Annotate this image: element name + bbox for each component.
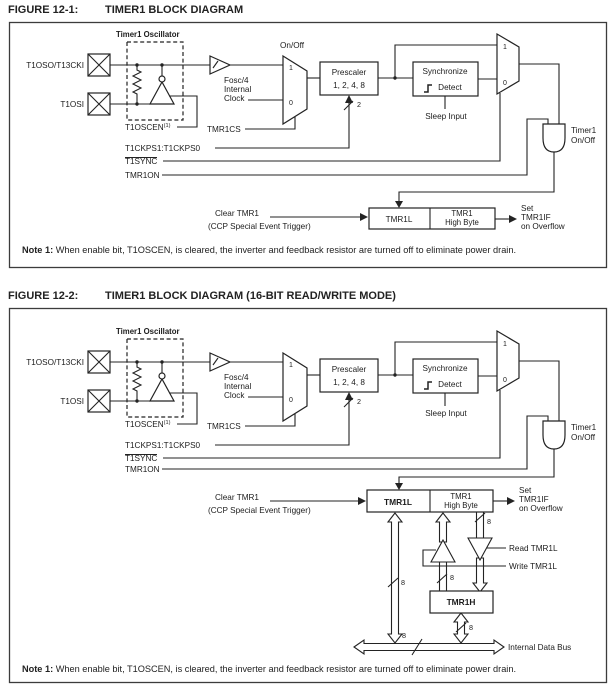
tmr1cs-label: TMR1CS [207, 125, 241, 134]
t1sync-label: T1SYNC [125, 157, 158, 166]
width8-bus: 8 [402, 631, 406, 640]
gate-label-1-2: Timer1 [571, 423, 597, 432]
figure1-note-text: When enable bit, T1OSCEN, is cleared, the inverter and feedback resistor are turned off to eliminate power drain. [55, 245, 517, 255]
width8-tmr1h: 8 [469, 623, 473, 632]
prescaler-label-2-2: 1, 2, 4, 8 [333, 378, 365, 387]
bus-width-2: 2 [357, 100, 361, 109]
set-label-1-2: Set [519, 486, 532, 495]
figure1-note-label: Note 1: [22, 245, 54, 255]
clear-label-2-2: (CCP Special Event Trigger) [208, 506, 311, 515]
and-gate-icon [543, 124, 565, 152]
prescaler-label-1: Prescaler [331, 68, 367, 77]
tmr1l-register-label-2: TMR1L [384, 497, 412, 507]
t1ckps-label-2: T1CKPS1:T1CKPS0 [125, 441, 201, 450]
tmr1on-label: TMR1ON [125, 171, 160, 180]
sleep-input-label-2: Sleep Input [425, 409, 467, 418]
feedback-resistor-icon [133, 65, 141, 104]
tmr1on-label-2: TMR1ON [125, 465, 160, 474]
sync-mux-input-0-2: 0 [503, 377, 507, 384]
read-path-arrow [473, 558, 487, 592]
width8-tmr1l: 8 [401, 578, 405, 587]
tmr1cs-label-2: TMR1CS [207, 422, 241, 431]
gate-label-2: On/Off [571, 136, 595, 145]
onoff-label: On/Off [280, 41, 304, 50]
prescaler-box-2 [320, 359, 378, 392]
amplifier-icon-2 [210, 353, 230, 371]
inverter-icon-2 [150, 379, 174, 401]
tmr1l-bus-arrow [388, 513, 402, 643]
sync-mux-input-1-2: 1 [503, 341, 507, 348]
figure1-note [22, 245, 516, 255]
set-label-2: TMR1IF [521, 213, 551, 222]
fosc-label-3: Clock [224, 94, 245, 103]
t1oscen-label: T1OSCEN$^{(1)}$ [125, 123, 171, 132]
figure1-heading-label: FIGURE 12-1: [8, 4, 79, 16]
pin-t1osi-label-2: T1OSI [60, 397, 84, 406]
read-tmr1l-label: Read TMR1L [509, 544, 558, 553]
set-label-3-2: on Overflow [519, 504, 563, 513]
figure1-heading-title: TIMER1 BLOCK DIAGRAM [105, 4, 244, 16]
and-gate-icon-2 [543, 421, 565, 449]
figure2-diagram [10, 309, 607, 683]
gate-label-1: Timer1 [571, 126, 597, 135]
high-byte-label-1: TMR1 [451, 209, 473, 218]
clear-label-1-2: Clear TMR1 [215, 493, 259, 502]
fosc-label-2: Internal [224, 85, 252, 94]
t1sync-label-2: T1SYNC [125, 454, 158, 463]
sync-label-2: Detect [438, 83, 462, 92]
fosc-label-2-2: Internal [224, 382, 252, 391]
gate-label-2-2: On/Off [571, 433, 595, 442]
fosc-label-3-2: Clock [224, 391, 245, 400]
prescaler-label-2: 1, 2, 4, 8 [333, 81, 365, 90]
set-label-2-2: TMR1IF [519, 495, 549, 504]
osc-box-title-2: Timer1 Oscillator [116, 327, 180, 336]
mux-input-1-2: 1 [289, 362, 293, 369]
sync-label-2-2: Detect [438, 380, 462, 389]
bus-width-2-2: 2 [357, 397, 361, 406]
tmr1h-register-label: TMR1H [446, 597, 476, 607]
figure2-note-text: When enable bit, T1OSCEN, is cleared, the inverter and feedback resistor are turned off to eliminate power drain. [55, 664, 517, 674]
width8-write: 8 [450, 573, 454, 582]
read-buffer-icon [468, 538, 492, 560]
feedback-resistor-icon-2 [133, 362, 141, 401]
figure2-heading-title: TIMER1 BLOCK DIAGRAM (16-BIT READ/WRITE MODE) [105, 290, 396, 302]
t1ckps-label: T1CKPS1:T1CKPS0 [125, 144, 201, 153]
prescaler-label-1-2: Prescaler [331, 365, 367, 374]
pin-t1oso-label-2: T1OSO/T13CKI [26, 358, 84, 367]
set-label-3: on Overflow [521, 222, 565, 231]
write-tmr1l-label: Write TMR1L [509, 562, 557, 571]
figure1-diagram [10, 23, 607, 268]
timer1-oscillator-icon-2 [88, 339, 210, 424]
set-label-1: Set [521, 204, 534, 213]
internal-data-bus-icon [354, 640, 504, 654]
clear-label-1: Clear TMR1 [215, 209, 259, 218]
inverter-icon [150, 82, 174, 104]
sync-mux-input-1: 1 [503, 44, 507, 51]
sync-label-1: Synchronize [422, 67, 468, 76]
pin-t1osi-label: T1OSI [60, 100, 84, 109]
prescaler-sync-section-2 [163, 331, 519, 458]
figure2-note-label: Note 1: [22, 664, 54, 674]
write-path-arrow [436, 513, 450, 542]
figure2-note [22, 664, 516, 674]
tmr1l-register-label: TMR1L [385, 215, 413, 224]
amplifier-icon [210, 56, 230, 74]
clock-mux-icon [283, 56, 307, 124]
sync-mux-input-0: 0 [503, 80, 507, 87]
prescaler-box [320, 62, 378, 95]
sync-label-1-2: Synchronize [422, 364, 468, 373]
high-byte-label-2-2: High Byte [444, 501, 478, 510]
pin-t1oso-label: T1OSO/T13CKI [26, 61, 84, 70]
osc-box-title: Timer1 Oscillator [116, 30, 180, 39]
internal-data-bus-label: Internal Data Bus [508, 643, 572, 652]
write-buffer-icon [431, 540, 455, 562]
sync-mux-icon-2 [497, 331, 519, 391]
prescaler-sync-section [163, 34, 519, 161]
clock-mux-icon-2 [283, 353, 307, 421]
clear-label-2: (CCP Special Event Trigger) [208, 222, 311, 231]
timer1-oscillator-icon [88, 42, 210, 127]
high-byte-label-2: High Byte [445, 218, 479, 227]
high-byte-label-1-2: TMR1 [450, 492, 472, 501]
width8-read: 8 [487, 517, 491, 526]
mux-input-0: 0 [289, 100, 293, 107]
fosc-label-1-2: Fosc/4 [224, 373, 249, 382]
sleep-input-label: Sleep Input [425, 112, 467, 121]
sync-mux-icon [497, 34, 519, 94]
mux-input-0-2: 0 [289, 397, 293, 404]
t1oscen-label-2: T1OSCEN$^{(1)}$ [125, 420, 171, 429]
figure2-heading-label: FIGURE 12-2: [8, 290, 79, 302]
fosc-label-1: Fosc/4 [224, 76, 249, 85]
mux-input-1: 1 [289, 65, 293, 72]
